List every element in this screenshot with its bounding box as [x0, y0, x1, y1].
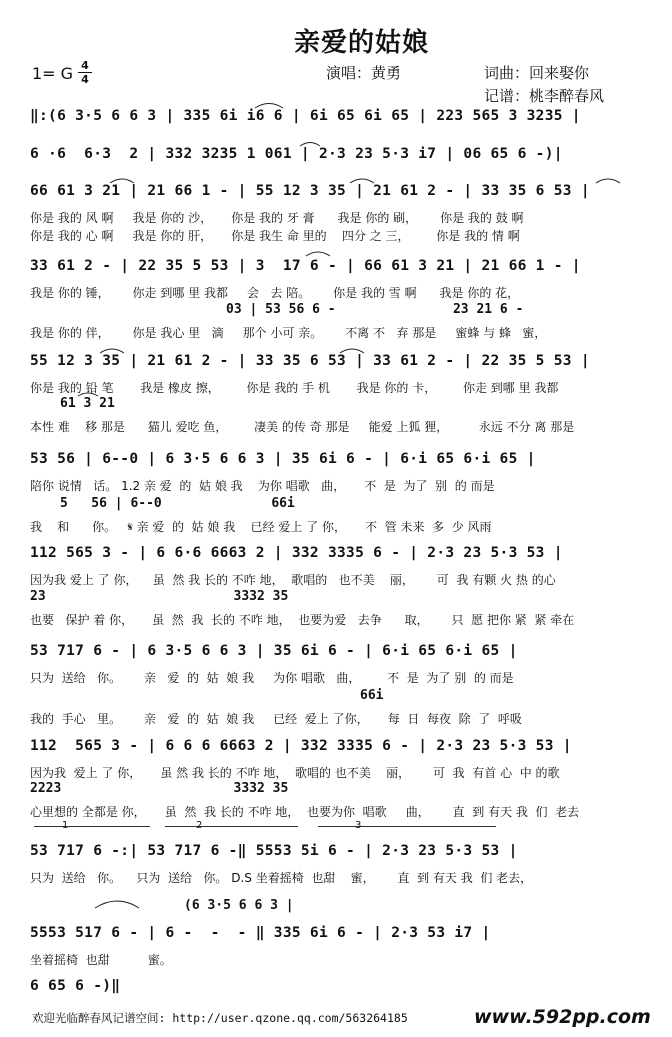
lyric-line: 也要 保护 着 你， 虽 然 我 长的 不咋 地， 也要为爱 去争 取， 只 愿 把你 紧 紧 牵在 [30, 613, 575, 627]
lyric-line: 我是 你的 伴， 你是 我心 里 滴 那个 小可 亲。 不离 不 弃 那是 蜜蜂 与 蜂 蜜， [30, 326, 547, 340]
lyric-line: 你是 我的 铅 笔 我是 橡皮 擦， 你是 我的 手 机 我是 你的 卡， 你走 到哪 里 我都 [30, 381, 559, 395]
time-signature-top: 4 [81, 59, 89, 72]
lyric-line: 坐着摇椅 也甜 蜜。 [30, 953, 172, 967]
lyric-line: 本性 难 移 那是 猫儿 爱吃 鱼， 凄美 的传 奇 那是 能爱 上狐 狸， 永远 不分 离 那是 [30, 420, 575, 434]
slur-mark [95, 901, 139, 908]
song-title: 亲爱的姑娘 [294, 28, 430, 58]
time-signature [78, 60, 92, 85]
lyric-line: 我 和 你。 𝄋 亲 爱 的 姑 娘 我 已经 爱上 了 你， 不 管 未来 多 少 风雨 [30, 520, 492, 534]
volta-bracket-3 [318, 826, 496, 827]
footer-link-text: 欢迎光临醉春风记谱空间: http://user.qzone.qq.com/563264185 [32, 1011, 408, 1025]
notation-line: 61 3 21 [60, 396, 115, 411]
notation-line: 66i [360, 688, 384, 703]
notation-line: 5553 517 6 - | 6 - - - ‖ 335 6i 6 - | 2·3 53 i7 | [30, 925, 491, 941]
notation-line: 33 61 2 - | 22 35 5 53 | 3 17 6 - | 66 61 3 21 | 21 66 1 - | [30, 258, 581, 274]
notation-line: 66 61 3 21 | 21 66 1 - | 55 12 3 35 | 21 61 2 - | 33 35 6 53 | [30, 183, 590, 199]
key-signature: 1= G [32, 64, 74, 83]
notation-line: 53 717 6 - | 6 3·5 6 6 3 | 35 6i 6 - | 6·i 65 6·i 65 | [30, 643, 518, 659]
notation-line: 6 ·6 6·3 2 | 332 3235 1 061 | 2·3 23 5·3 i7 | 06 65 6 -)| [30, 146, 563, 162]
slur-mark [596, 179, 620, 183]
notation-line: 112 565 3 - | 6 6 6 6663 2 | 332 3335 6 - | 2·3 23 5·3 53 | [30, 738, 572, 754]
lyric-line: 陪你 说情 话。 1.2 亲 爱 的 姑 娘 我 为你 唱歌 曲， 不 是 为了 别 的 而是 [30, 479, 495, 493]
notation-line: (6 3·5 6 6 3 | [184, 898, 294, 913]
lyric-line: 你是 我的 风 啊 我是 你的 沙， 你是 我的 牙 膏 我是 你的 刷， 你是 我的 鼓 啊 [30, 211, 524, 225]
volta-bracket-2 [165, 826, 298, 827]
slur-mark [306, 252, 330, 256]
time-signature-bottom: 4 [81, 73, 89, 86]
volta-label-2: 2 [196, 820, 203, 831]
notation-line: 2223 3332 35 [30, 781, 289, 796]
volta-label-1: 1 [62, 820, 69, 831]
transcriber-credit: 记谱：桃李醉春风 [484, 87, 605, 105]
singer-credit: 演唱：黄勇 [326, 64, 402, 82]
lyric-line: 心里想的 全都是 你， 虽 然 我 长的 不咋 地， 也要为你 唱歌 曲， 直 到 有天 我 们 老去 [30, 805, 580, 819]
lyric-line: 我是 你的 锤， 你走 到哪 里 我都 会 去 陪。 你是 我的 雪 啊 我是 你的 花， [30, 286, 520, 300]
notation-line: 6 65 6 -)‖ [30, 978, 121, 994]
notation-line: 23 3332 35 [30, 589, 289, 604]
site-watermark: www.592pp.com [474, 1006, 651, 1028]
composer-credit: 词曲：回来娶你 [484, 64, 590, 82]
volta-bracket-1 [34, 826, 150, 827]
notation-line: 55 12 3 35 | 21 61 2 - | 33 35 6 53 | 33 61 2 - | 22 35 5 53 | [30, 353, 590, 369]
lyric-line: 我的 手心 里。 亲 爱 的 姑 娘 我 已经 爱上 了你， 每 日 每夜 除 了 呼吸 [30, 712, 522, 726]
notation-line: 53 56 | 6--0 | 6 3·5 6 6 3 | 35 6i 6 - | 6·i 65 6·i 65 | [30, 451, 536, 467]
notation-line: 5 56 | 6--0 66i [60, 496, 295, 511]
lyric-line: 只为 送给 你。 亲 爱 的 姑 娘 我 为你 唱歌 曲， 不 是 为了 别 的 而是 [30, 671, 514, 685]
lyric-line: 只为 送给 你。 只为 送给 你。 D.S 坐着摇椅 也甜 蜜， 直 到 有天 我 们 老去， [30, 871, 533, 885]
notation-line: ‖:(6 3·5 6 6 3 | 335 6i i6 6 | 6i 65 6i 65 | 223 565 3 3235 | [30, 108, 581, 124]
lyric-line: 因为我 爱上 了 你， 虽 然 我 长的 不咋 地， 歌唱的 也不美 丽， 可 我 有颗 火 热 的心 [30, 573, 556, 587]
lyric-line: 因为我 爱上 了 你， 虽 然 我 长的 不咋 地， 歌唱的 也不美 丽， 可 我 有首 心 中 的歌 [30, 766, 560, 780]
lyric-line: 你是 我的 心 啊 我是 你的 肝， 你是 我生 命 里的 四分 之 三， 你是 我的 情 啊 [30, 229, 520, 243]
volta-label-3: 3 [355, 820, 362, 831]
notation-line: 112 565 3 - | 6 6·6 6663 2 | 332 3335 6 - | 2·3 23 5·3 53 | [30, 545, 563, 561]
notation-line: 03 | 53 56 6 - 23 21 6 - [226, 302, 524, 317]
notation-line: 53 717 6 -:| 53 717 6 -‖ 5553 5i 6 - | 2·3 23 5·3 53 | [30, 843, 518, 859]
